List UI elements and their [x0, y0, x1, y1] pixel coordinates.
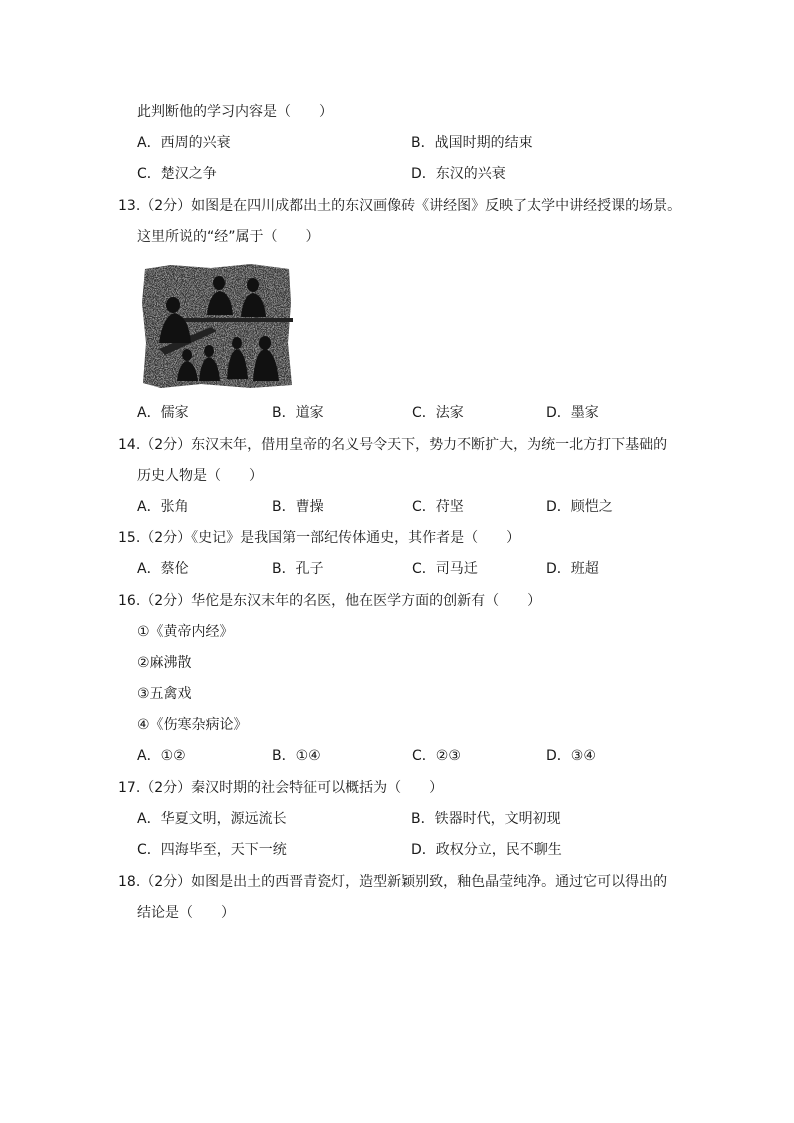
q18-stem-line2: 结论是（ ）: [137, 905, 235, 921]
q16-item-4: ④《伤寒杂病论》: [137, 717, 248, 733]
q14-stem-line1: 14.（2分）东汉末年，借用皇帝的名义号令天下，势力不断扩大，为统一北方打下基础的: [118, 437, 668, 453]
q14-option-c[interactable]: C．苻坚: [412, 499, 464, 515]
q12-option-a[interactable]: A．西周的兴衰: [137, 135, 231, 151]
q16-item-3: ③五禽戏: [137, 686, 192, 702]
q16-item-2: ②麻沸散: [137, 655, 192, 671]
q17-stem: 17.（2分）秦汉时期的社会特征可以概括为（ ）: [118, 780, 444, 796]
q16-item-1: ①《黄帝内经》: [137, 624, 234, 640]
q13-option-a[interactable]: A．儒家: [137, 405, 189, 421]
q14-option-d[interactable]: D．顾恺之: [546, 499, 613, 515]
q14-option-b[interactable]: B．曹操: [272, 499, 324, 515]
q15-option-d[interactable]: D．班超: [546, 561, 599, 577]
q16-option-a[interactable]: A．①②: [137, 748, 186, 764]
q16-stem: 16.（2分）华佗是东汉末年的名医，他在医学方面的创新有（ ）: [118, 593, 542, 609]
q13-stem-line2: 这里所说的“经”属于（ ）: [137, 229, 320, 245]
q13-option-d[interactable]: D．墨家: [546, 405, 599, 421]
q15-option-a[interactable]: A．蔡伦: [137, 561, 189, 577]
q18-stem-line1: 18.（2分）如图是出土的西晋青瓷灯，造型新颖别致，釉色晶莹纯净。通过它可以得出的: [118, 874, 668, 890]
q12-stem-tail: 此判断他的学习内容是（ ）: [137, 104, 333, 120]
q12-option-d[interactable]: D．东汉的兴衰: [411, 166, 506, 182]
q12-option-c[interactable]: C．楚汉之争: [137, 166, 217, 182]
q17-option-b[interactable]: B．铁器时代，文明初现: [411, 811, 561, 827]
q12-option-b[interactable]: B．战国时期的结束: [411, 135, 533, 151]
q14-option-a[interactable]: A．张角: [137, 499, 189, 515]
q15-stem: 15.（2分）《史记》是我国第一部纪传体通史，其作者是（ ）: [118, 530, 521, 546]
q16-option-c[interactable]: C．②③: [412, 748, 461, 764]
q15-option-c[interactable]: C．司马迁: [412, 561, 478, 577]
q13-stem-line1: 13.（2分）如图是在四川成都出土的东汉画像砖《讲经图》反映了太学中讲经授课的场景。: [118, 198, 682, 214]
q13-option-b[interactable]: B．道家: [272, 405, 324, 421]
q17-option-d[interactable]: D．政权分立，民不聊生: [411, 842, 562, 858]
q16-option-b[interactable]: B．①④: [272, 748, 321, 764]
q17-option-c[interactable]: C．四海毕至，天下一统: [137, 842, 287, 858]
q15-option-b[interactable]: B．孔子: [272, 561, 324, 577]
q16-option-d[interactable]: D．③④: [546, 748, 596, 764]
q14-stem-line2: 历史人物是（ ）: [137, 468, 263, 484]
q13-option-c[interactable]: C．法家: [412, 405, 464, 421]
lecture-rubbing-image: [141, 263, 293, 389]
q17-option-a[interactable]: A．华夏文明，源远流长: [137, 811, 287, 827]
